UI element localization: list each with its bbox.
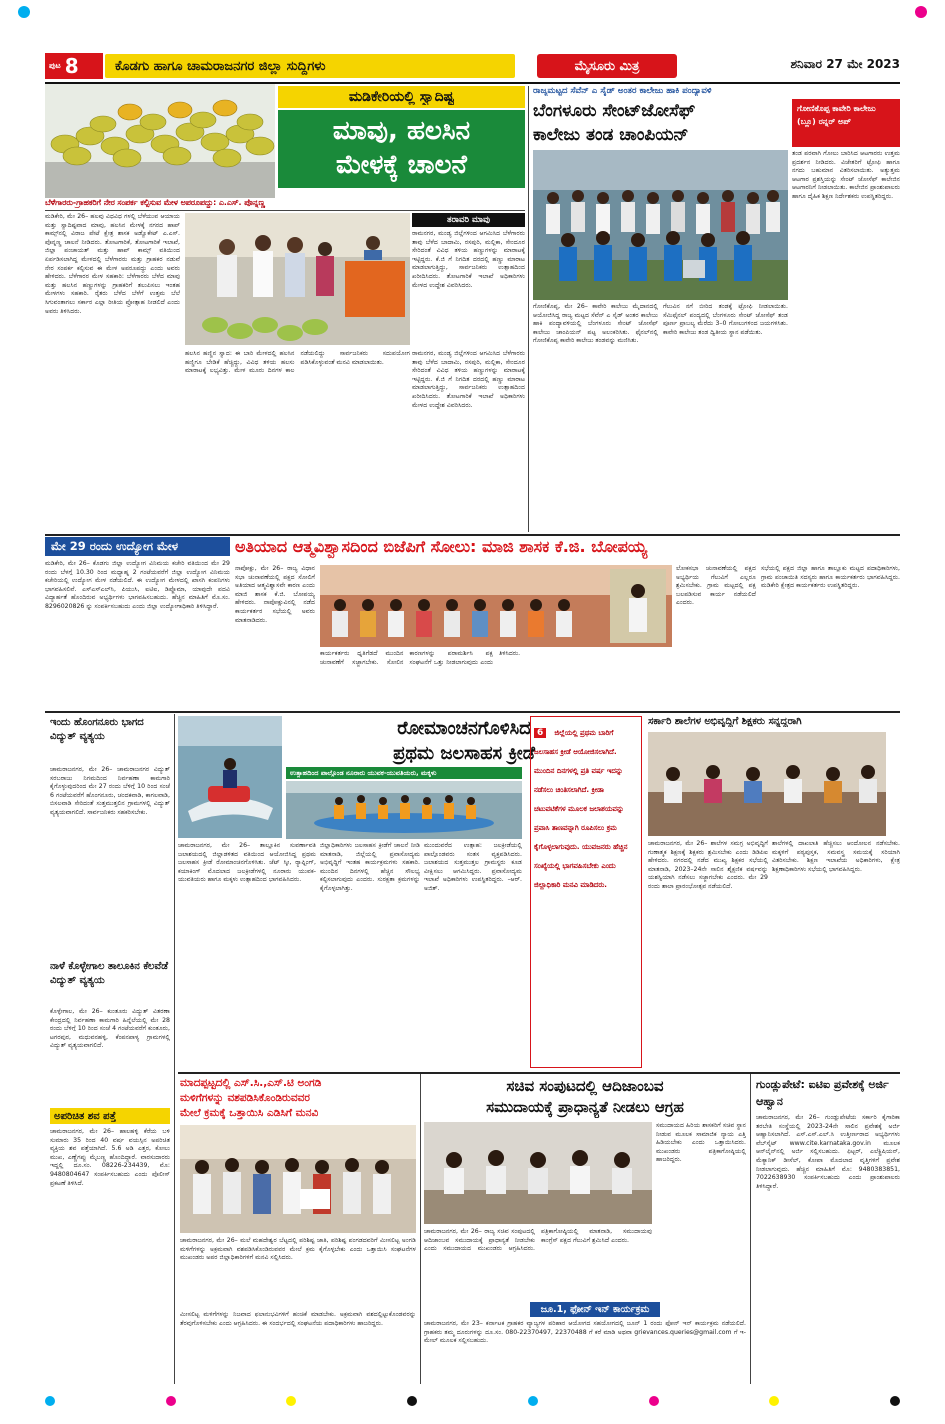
fair-price-headline-line2: ಮಳಿಗೆಗಳನ್ನು ವಶಪಡಿಸಿಕೊಂಡಿರುವವರ <box>180 1092 310 1104</box>
water-sports-body-col2: ಜಿಲ್ಲಾಧಿಕಾರಿಗಳು ಜಲಸಾಹಸ ಕ್ರೀಡೆಗೆ ಚಾಲನೆ ನೀಡಿ ಮಾತನಾಡಿ, ಜಿಲ್ಲೆಯಲ್ಲಿ ಪ್ರವಾಸೋದ್ಯಮ ಅಭಿವೃದ್ಧಿಗೆ ಇಂತಹ ಕಾರ್ಯಕ್ರಮಗಳು ಸಹಕಾರಿ. ಮುಂದಿನ ದಿನಗಳಲ್ಲಿ ಹೆಚ್ಚಿನ ಸೌಲಭ್ಯ ಕಲ್ಪಿಸಲಾಗುವುದು ಎಂದರು. ಸುರಕ್ಷತಾ ಕ್ರಮಗಳನ್ನು ಕೈಗೊಳ್ಳಲಾಗಿತ್ತು. <box>320 842 420 892</box>
job-fair-title-bar <box>45 537 230 556</box>
page-header <box>45 53 900 79</box>
jet-ski-scene <box>178 716 282 838</box>
registration-mark <box>915 6 927 18</box>
bjp-headline: ಅತಿಯಾದ ಆತ್ಮವಿಶ್ವಾಸದಿಂದ ಬಿಜೆಪಿಗೆ ಸೋಲು: ಮಾಜಿ ಶಾಸಕ ಕೆ.ಜಿ. ಬೋಪಯ್ಯ <box>235 537 648 556</box>
sports-headline-line1: ಬೆಂಗಳೂರು ಸೇಂಟ್‌ಜೋಸೆಫ್ <box>533 101 696 121</box>
hockey-team-photo <box>533 150 788 300</box>
mango-headline-box <box>278 110 525 188</box>
fair-price-headline <box>180 1076 416 1121</box>
gundlupet-body: ಚಾಮರಾಜನಗರ, ಮೇ 26– ಗುಂಡ್ಲುಪೇಟೆಯ ಸರ್ಕಾರಿ ಕೈಗಾರಿಕಾ ತರಬೇತಿ ಸಂಸ್ಥೆಯಲ್ಲಿ 2023-24ನೇ ಸಾಲಿನ ಪ್ರವೇಶಕ್ಕೆ ಅರ್ಜಿ ಆಹ್ವಾನಿಸಲಾಗಿದೆ. ಎಸ್.ಎಸ್.ಎಲ್.ಸಿ ಉತ್ತೀರ್ಣರಾದ ಅಭ್ಯರ್ಥಿಗಳು ವೆಬ್‌ಸೈಟ್ www.cite.karnataka.gov.in ಮೂಲಕ ಆನ್‌ಲೈನ್‌ನಲ್ಲಿ ಅರ್ಜಿ ಸಲ್ಲಿಸಬಹುದು. ಫಿಟ್ಟರ್, ಎಲೆಕ್ಟ್ರಿಷಿಯನ್, ಮೆಕ್ಯಾನಿಕ್ ಡೀಸೆಲ್, ಕೋಪಾ ಮೊದಲಾದ ವೃತ್ತಿಗಳಿಗೆ ಪ್ರವೇಶ ನೀಡಲಾಗುವುದು. ಹೆಚ್ಚಿನ ಮಾಹಿತಿಗೆ ಮೊ: 9480383851, 7022638930 ಸಂಪರ್ಕಿಸಬಹುದು ಎಂದು ಪ್ರಾಂಶುಪಾಲರು ತಿಳಿಸಿದ್ದಾರೆ. <box>756 1114 900 1190</box>
mango-pile-illustration <box>45 84 275 198</box>
unknown-body-text: ಚಾಮರಾಜನಗರ, ಮೇ 26– ಹಾಲಹಳ್ಳಿ ಕೆರೆಯ ಬಳಿ ಸುಮಾರು 35 ರಿಂದ 40 ವರ್ಷ ವಯಸ್ಸಿನ ಅಪರಿಚಿತ ವ್ಯಕ್ತಿಯ ಶವ ಪತ್ತೆಯಾಗಿದೆ. 5.6 ಅಡಿ ಎತ್ತರ, ಕೋಲು ಮುಖ, ಎಣ್ಣೆಗಪ್ಪು ಮೈಬಣ್ಣ ಹೊಂದಿದ್ದಾರೆ. ವಾರಸುದಾರರು ಇದ್ದಲ್ಲಿ ದೂ.ಸಂ. 08226-234439, ಮೊ: 9480804647 ಸಂಪರ್ಕಿಸಬಹುದು ಎಂದು ಪೊಲೀಸ್ ಪ್ರಕಟಣೆ ತಿಳಿಸಿದೆ. <box>50 1128 170 1187</box>
school-meeting-scene <box>648 732 886 836</box>
boxed-note-text: ಜಿಲ್ಲೆಯಲ್ಲಿ ಪ್ರಥಮ ಬಾರಿಗೆ ಜಲಸಾಹಸ ಕ್ರೀಡೆ ಆಯೋಜಿಸಲಾಗಿದೆ. ಮುಂದಿನ ದಿನಗಳಲ್ಲಿ ಪ್ರತಿ ವರ್ಷ ಇದನ್ನು ನಡೆಸಲು ಚಿಂತಿಸಲಾಗಿದೆ. ಕ್ರೀಡಾ ಚಟುವಟಿಕೆಗಳ ಮೂಲಕ ಜಲಾಶಯವನ್ನು ಪ್ರವಾಸಿ ತಾಣವನ್ನಾಗಿ ರೂಪಿಸಲು ಕ್ರಮ ಕೈಗೊಳ್ಳಲಾಗುವುದು. ಯುವಜನರು ಹೆಚ್ಚಿನ ಸಂಖ್ಯೆಯಲ್ಲಿ ಭಾಗವಹಿಸಬೇಕು ಎಂದು ಜಿಲ್ಲಾಧಿಕಾರಿ ಮನವಿ ಮಾಡಿದರು. <box>534 729 628 889</box>
mango-body-col1: ಮಡಿಕೇರಿ, ಮೇ 26– ಹಲವು ವಿಧವಿಧ ಗಳಲ್ಲಿ ಬೆಳೆಯುವ ಆಯಾಯ ಮತ್ತು ಸ್ವಾದಿಷ್ಟವಾದ ಮಾವು, ಹಲಸಿನ ಮೇಳಕ್ಕೆ ನಗರದ ಹಾಪ್‌ ಕಾಮ್ಸ್‌ನಲ್ಲಿ ವಿರಾಜ ಪೇಟೆ ಕ್ಷೇತ್ರ ಶಾಸಕ ಅಡ್ವೊಕೇಟ್ ಎ.ಎಸ್. ಪೊನ್ನಣ್ಣ ಚಾಲನೆ ನೀಡಿದರು. ತೋಟಗಾರಿಕೆ, ತೋಟಗಾರಿಕೆ ಇಲಾಖೆ, ಜಿಲ್ಲಾ ಪಂಚಾಯತ್ ಮತ್ತು ಹಾಪ್ ಕಾಮ್ಸ್ ವತಿಯಿಂದ ಏರ್ಪಡಿಸಲಾಗಿದ್ದ ಮೇಳದಲ್ಲಿ ಬೆಳೆಗಾರರು ಮತ್ತು ಗ್ರಾಹಕರ ನಡುವೆ ನೇರ ಸಂಪರ್ಕ ಕಲ್ಪಿಸುವ ಈ ಮೇಳ ಅಪರೂಪದ್ದು ಎಂದು ಅವರು ಹೇಳಿದರು. ಬೆಳೆಗಾರರ ಮೇಳ ಸಹಕಾರಿ: ಬೆಳೆಗಾರರು ಬೆಳೆದ ಮಾವು ಮತ್ತು ಹಲಸಿನ ಹಣ್ಣುಗಳನ್ನು ಗ್ರಾಹಕರಿಗೆ ತಲುಪಿಸಲು ಇಂತಹ ಮೇಳಗಳು ಸಹಕಾರಿ. ರೈತರು ಬೆಳೆದ ಬೆಳೆಗೆ ಉತ್ತಮ ಬೆಲೆ ಸಿಗುವಂತಾಗಲು ಸರ್ಕಾರ ಎಲ್ಲಾ ರೀತಿಯ ಪ್ರೋತ್ಸಾಹ ನೀಡಲಿದೆ ಎಂದು ಅವರು ತಿಳಿಸಿದರು. <box>45 213 180 315</box>
fair-price-headline-line1: ಮಾದಪ್ಪಟ್ಟದಲ್ಲಿ ಎಸ್.ಸಿ.,ಎಸ್.ಟಿ ಅಂಗಡಿ <box>180 1077 322 1089</box>
cabinet-headline <box>424 1076 746 1118</box>
mango-fair-photo <box>185 213 410 345</box>
jet-ski-photo <box>178 716 282 838</box>
job-fair-title: ಮೇ 29 ರಂದು ಉದ್ಯೋಗ ಮೇಳ <box>51 539 178 553</box>
color-bar <box>45 1396 900 1406</box>
memorandum-scene <box>180 1125 416 1233</box>
page-number: 8 <box>64 54 79 78</box>
boxed-note-badge: 6 <box>534 728 546 738</box>
hockey-team-scene <box>533 150 788 300</box>
bjp-meeting-photo <box>320 565 672 647</box>
rafting-photo <box>286 781 522 839</box>
mango-kicker <box>278 86 525 108</box>
sports-body-col3: ತಂಡ ಪರವಾಗಿ ಗೋಲು ಬಾರಿಸಿದ ಆಟಗಾರರು ಉತ್ತಮ ಪ್ರದರ್ಶನ ನೀಡಿದರು. ವಿಜೇತರಿಗೆ ಟ್ರೋಫಿ ಹಾಗೂ ನಗದು ಬಹುಮಾನ ವಿತರಿಸಲಾಯಿತು. ಅತ್ಯುತ್ತಮ ಆಟಗಾರ ಪ್ರಶಸ್ತಿಯನ್ನು ಸೇಂಟ್ ಜೋಸೆಫ್ ಕಾಲೇಜಿನ ಆಟಗಾರನಿಗೆ ನೀಡಲಾಯಿತು. ಕಾಲೇಜಿನ ಪ್ರಾಂಶುಪಾಲರು ಹಾಗೂ ದೈಹಿಕ ಶಿಕ್ಷಣ ನಿರ್ದೇಶಕರು ಉಪಸ್ಥಿತರಿದ್ದರು. <box>792 150 900 200</box>
power-cut-title2: ನಾಳೆ ಕೊಳ್ಳೇಗಾಲ ತಾಲೂಕಿನ ಕೆಲವೆಡೆ ವಿದ್ಯುತ್ ವ್ಯತ್ಯಯ <box>50 961 168 986</box>
bjp-body-col1: ನಾಪೋಕ್ಲು, ಮೇ 26– ರಾಜ್ಯ ವಿಧಾನ ಸಭಾ ಚುನಾವಣೆಯಲ್ಲಿ ಪಕ್ಷದ ಸೋಲಿಗೆ ಅತಿಯಾದ ಆತ್ಮವಿಶ್ವಾಸವೇ ಕಾರಣ ಎಂದು ಮಾಜಿ ಶಾಸಕ ಕೆ.ಜಿ. ಬೋಪಯ್ಯ ಹೇಳಿದರು. ನಾಪೋಕ್ಲುವಿನಲ್ಲಿ ನಡೆದ ಕಾರ್ಯಕರ್ತರ ಸಭೆಯಲ್ಲಿ ಅವರು ಮಾತನಾಡಿದರು. <box>235 565 315 624</box>
mango-photo <box>45 84 275 198</box>
gundlupet-title: ಗುಂಡ್ಲುಪೇಟೆ: ಐಟಿಐ ಪ್ರವೇಶಕ್ಕೆ ಅರ್ಜಿ ಆಹ್ವಾನ <box>756 1078 889 1108</box>
power-cut-body: ಚಾಮರಾಜನಗರ, ಮೇ 26– ಚಾಮರಾಜನಗರ ವಿದ್ಯುತ್ ಸರಬರಾಜು ನಿಗಮದಿಂದ ನಿರ್ವಹಣಾ ಕಾಮಗಾರಿ ಕೈಗೊಳ್ಳುವುದರಿಂದ ಮೇ 27 ರಂದು ಬೆಳಿಗ್ಗೆ 10 ರಿಂದ ಸಂಜೆ 6 ಗಂಟೆಯವರೆಗೆ ಹೊಂಗನೂರು, ಚಂದಕವಾಡಿ, ಕಾಗಲವಾಡಿ, ಬಿಸಲವಾಡಿ ಸೇರಿದಂತೆ ಸುತ್ತಮುತ್ತಲಿನ ಗ್ರಾಮಗಳಲ್ಲಿ ವಿದ್ಯುತ್ ವ್ಯತ್ಯಯವಾಗಲಿದೆ. ಸಾರ್ವಜನಿಕರು ಸಹಕರಿಸಬೇಕು. <box>50 766 170 816</box>
mango-body-col3-cont: ರಾಮನಗರ, ಮಂಡ್ಯ ಜಿಲ್ಲೆಗಳಿಂದ ಆಗಮಿಸಿದ ಬೆಳೆಗಾರರು ತಾವು ಬೆಳೆದ ಬಾದಾಮಿ, ರಸಪುರಿ, ಮಲ್ಲಿಕಾ, ಸೇಂದೂರ ಸೇರಿದಂತೆ ವಿವಿಧ ತಳಿಯ ಹಣ್ಣುಗಳನ್ನು ಮಾರಾಟಕ್ಕೆ ಇಟ್ಟಿದ್ದರು. ಕೆ.ಜಿ ಗೆ ನಿಗದಿತ ದರದಲ್ಲಿ ಹಣ್ಣು ಮಾರಾಟ ಮಾಡಲಾಗುತ್ತಿದ್ದು, ಸಾರ್ವಜನಿಕರು ಉತ್ಸಾಹದಿಂದ ಖರೀದಿಸಿದರು. ತೋಟಗಾರಿಕೆ ಇಲಾಖೆ ಅಧಿಕಾರಿಗಳು ಮೇಳದ ಉದ್ದೇಶ ವಿವರಿಸಿದರು. <box>412 350 525 409</box>
mango-body-col2: ರಾಮನಗರ, ಮಂಡ್ಯ ಜಿಲ್ಲೆಗಳಿಂದ ಆಗಮಿಸಿದ ಬೆಳೆಗಾರರು ತಾವು ಬೆಳೆದ ಬಾದಾಮಿ, ರಸಪುರಿ, ಮಲ್ಲಿಕಾ, ಸೇಂದೂರ ಸೇರಿದಂತೆ ವಿವಿಧ ತಳಿಯ ಹಣ್ಣುಗಳನ್ನು ಮಾರಾಟಕ್ಕೆ ಇಟ್ಟಿದ್ದರು. ಕೆ.ಜಿ ಗೆ ನಿಗದಿತ ದರದಲ್ಲಿ ಹಣ್ಣು ಮಾರಾಟ ಮಾಡಲಾಗುತ್ತಿದ್ದು, ಸಾರ್ವಜನಿಕರು ಉತ್ಸಾಹದಿಂದ ಖರೀದಿಸಿದರು. ತೋಟಗಾರಿಕೆ ಇಲಾಖೆ ಅಧಿಕಾರಿಗಳು ಮೇಳದ ಉದ್ದೇಶ ವಿವರಿಸಿದರು. <box>412 230 525 289</box>
masthead <box>537 54 677 78</box>
sports-side-note-text: ಗೋಣಿಕೊಪ್ಪ ಕಾವೇರಿ ಕಾಲೇಜು (ಬ್ಲೂ) ರನ್ನರ್ ಅಪ್ <box>797 104 876 126</box>
water-sports-strap: ಉತ್ಸಾಹದಿಂದ ಪಾಲ್ಗೊಂಡ ನೂರಾರು ಯುವಕ-ಯುವತಿಯರು, ಮಕ್ಕಳು <box>290 768 437 777</box>
mango-kicker-text: ಮಡಿಕೇರಿಯಲ್ಲಿ ಸ್ವಾದಿಷ್ಟ <box>348 89 455 105</box>
school-body-col2: ಶಾಲೆಗಳಲ್ಲಿ ದಾಖಲಾತಿ ಹೆಚ್ಚಿಸಲು ಆಂದೋಲನ ನಡೆಸಬೇಕು. ಮಕ್ಕಳಿಗೆ ಪಠ್ಯಪುಸ್ತಕ, ಸಮವಸ್ತ್ರ ಸಮಯಕ್ಕೆ ಸರಿಯಾಗಿ ವಿತರಿಸಬೇಕು. ಶಿಕ್ಷಣ ಇಲಾಖೆಯ ಅಧಿಕಾರಿಗಳು, ಕ್ಷೇತ್ರ ಶಿಕ್ಷಣಾಧಿಕಾರಿಗಳು ಸಭೆಯಲ್ಲಿ ಭಾಗವಹಿಸಿದ್ದರು. <box>772 840 900 873</box>
section-title-bar <box>105 54 515 78</box>
job-fair-body: ಮಡಿಕೇರಿ, ಮೇ 26– ಕೊಡಗು ಜಿಲ್ಲಾ ಉದ್ಯೋಗ ವಿನಿಮಯ ಕಚೇರಿ ವತಿಯಿಂದ ಮೇ 29 ರಂದು ಬೆಳಗ್ಗೆ 10.30 ರಿಂದ ಮಧ್ಯಾಹ್ನ 2 ಗಂಟೆಯವರೆಗೆ ಜಿಲ್ಲಾ ಉದ್ಯೋಗ ವಿನಿಮಯ ಕಚೇರಿಯಲ್ಲಿ ಉದ್ಯೋಗ ಮೇಳ ನಡೆಯಲಿದೆ. ಈ ಉದ್ಯೋಗ ಮೇಳದಲ್ಲಿ ಖಾಸಗಿ ಕಂಪನಿಗಳು ಭಾಗವಹಿಸಲಿವೆ. ಎಸ್‌ಎಸ್‌ಎಲ್‌ಸಿ, ಪಿಯುಸಿ, ಐಟಿಐ, ಡಿಪ್ಲೊಮಾ, ಯಾವುದೇ ಪದವಿ ವಿದ್ಯಾರ್ಹತೆ ಹೊಂದಿರುವ ಅಭ್ಯರ್ಥಿಗಳು ಭಾಗವಹಿಸಬಹುದು. ಹೆಚ್ಚಿನ ಮಾಹಿತಿಗೆ ಮೊ.ಸಂ. 8296020826 ನ್ನು ಸಂಪರ್ಕಿಸಬಹುದು ಎಂದು ಜಿಲ್ಲಾ ಉದ್ಯೋಗಾಧಿಕಾರಿ ತಿಳಿಸಿದ್ದಾರೆ. <box>45 560 230 610</box>
water-sports-body-col3: ಮುಂದುವರೆದ ಉತ್ಸಾಹ: ಜಲಕ್ರೀಡೆಯಲ್ಲಿ ಪಾಲ್ಗೊಂಡವರು ಸಂತಸ ವ್ಯಕ್ತಪಡಿಸಿದರು. ಜಲಾಶಯದ ಸುತ್ತಮುತ್ತಲ ಗ್ರಾಮಸ್ಥರು ಕೂಡ ವೀಕ್ಷಿಸಲು ಆಗಮಿಸಿದ್ದರು. ಪ್ರವಾಸೋದ್ಯಮ ಇಲಾಖೆ ಅಧಿಕಾರಿಗಳು ಉಪಸ್ಥಿತರಿದ್ದರು. –ಆರ್. ಅಜಿತ್. <box>424 842 522 892</box>
power-cut-body2: ಕೊಳ್ಳೇಗಾಲ, ಮೇ 26– ಕುಂತೂರು ವಿದ್ಯುತ್ ವಿತರಣಾ ಕೇಂದ್ರದಲ್ಲಿ ನಿರ್ವಹಣಾ ಕಾಮಗಾರಿ ಹಿನ್ನೆಲೆಯಲ್ಲಿ ಮೇ 28 ರಂದು ಬೆಳಿಗ್ಗೆ 10 ರಿಂದ ಸಂಜೆ 4 ಗಂಟೆಯವರೆಗೆ ಕುಂತೂರು, ಟಗರಪುರ, ಮಧುವನಹಳ್ಳಿ, ಕೆಂಪನಪಾಳ್ಯ ಗ್ರಾಮಗಳಲ್ಲಿ ವಿದ್ಯುತ್ ವ್ಯತ್ಯಯವಾಗಲಿದೆ. <box>50 1008 170 1050</box>
school-headline: ಸರ್ಕಾರಿ ಶಾಲೆಗಳ ಅಭಿವೃದ್ಧಿಗೆ ಶಿಕ್ಷಕರು ಸನ್ನದ್ಧರಾಗಿ <box>648 716 802 727</box>
school-body-col1: ಚಾಮರಾಜನಗರ, ಮೇ 26– ಶಾಲೆಗಳ ಸಮಗ್ರ ಅಭಿವೃದ್ಧಿಗೆ ಗುಣಾತ್ಮಕ ಶಿಕ್ಷಣಕ್ಕೆ ಶಿಕ್ಷಕರು ಶ್ರಮಿಸಬೇಕು ಎಂದು ಡಿಡಿಪಿಐ ಹೇಳಿದರು. ನಗರದಲ್ಲಿ ನಡೆದ ಮುಖ್ಯ ಶಿಕ್ಷಕರ ಸಭೆಯಲ್ಲಿ ಮಾತನಾಡಿ, 2023–24ನೇ ಸಾಲಿನ ಶೈಕ್ಷಣಿಕ ವರ್ಷವನ್ನು ಯಶಸ್ವಿಯಾಗಿ ನಡೆಸಲು ಸಜ್ಜಾಗಬೇಕು ಎಂದರು. ಮೇ 29 ರಂದು ಶಾಲಾ ಪ್ರಾರಂಭೋತ್ಸವ ನಡೆಯಲಿದೆ. <box>648 840 768 890</box>
cabinet-body-col2: ಸಮುದಾಯದ ಹಿರಿಯ ಶಾಸಕರಿಗೆ ಸಚಿವ ಸ್ಥಾನ ನೀಡುವ ಮೂಲಕ ಸಾಮಾಜಿಕ ನ್ಯಾಯ ಎತ್ತಿ ಹಿಡಿಯಬೇಕು ಎಂದು ಒತ್ತಾಯಿಸಿದರು. ಮುಖಂಡರು ಪತ್ರಿಕಾಗೋಷ್ಠಿಯಲ್ಲಿ ಹಾಜರಿದ್ದರು. <box>656 1122 746 1164</box>
sports-kicker: ರಾಜ್ಯಮಟ್ಟದ ಸೆವೆನ್ ಎ ಸೈಡ್ ಅಂತರ ಕಾಲೇಜು ಹಾಕಿ ಪಂದ್ಯಾವಳಿ <box>533 86 712 96</box>
registration-mark <box>18 6 30 18</box>
cabinet-headline-line2: ಸಮುದಾಯಕ್ಕೆ ಪ್ರಾಧಾನ್ಯತೆ ನೀಡಲು ಆಗ್ರಹ <box>486 1098 684 1116</box>
issue-date: ಶನಿವಾರ 27 ಮೇ 2023 <box>790 57 900 71</box>
fair-price-headline-line3: ಮೇಲೆ ಕ್ರಮಕ್ಕೆ ಒತ್ತಾಯಿಸಿ ಎಡಿಸಿಗೆ ಮನವಿ <box>180 1107 319 1119</box>
rafting-scene <box>286 781 522 839</box>
mango-body-col3: ಹಲಸಿನ ಹಣ್ಣಿನ ಸ್ವಾದ: ಈ ಬಾರಿ ಮೇಳದಲ್ಲಿ ಹಲಸಿನ ಹಣ್ಣಿಗೂ ಬೇಡಿಕೆ ಹೆಚ್ಚಿದ್ದು, ವಿವಿಧ ತಳಿಯ ಹಲಸು ಮಾರಾಟಕ್ಕೆ ಲಭ್ಯವಿತ್ತು. ಮೇಳ ಮೂರು ದಿನಗಳ ಕಾಲ ನಡೆಯಲಿದ್ದು ಸಾರ್ವಜನಿಕರು ಸದುಪಯೋಗ ಪಡಿಸಿಕೊಳ್ಳುವಂತೆ ಮನವಿ ಮಾಡಲಾಯಿತು. <box>185 350 410 375</box>
bjp-body-col3: ಲೋಕಸಭಾ ಚುನಾವಣೆಯಲ್ಲಿ ಪಕ್ಷದ ಅಭ್ಯರ್ಥಿಯ ಗೆಲುವಿಗೆ ಎಲ್ಲರೂ ಶ್ರಮಿಸಬೇಕು. ಗ್ರಾಮ ಮಟ್ಟದಲ್ಲಿ ಪಕ್ಷ ಬಲಪಡಿಸುವ ಕಾರ್ಯ ನಡೆಯಲಿದೆ ಎಂದರು. <box>676 565 756 607</box>
sports-side-note <box>792 99 900 147</box>
mango-strap: ಬೆಳೆಗಾರರು-ಗ್ರಾಹಕರಿಗೆ ನೇರ ಸಂಪರ್ಕ ಕಲ್ಪಿಸುವ ಮೇಳ ಅಪರೂಪದ್ದು: ಎ.ಎಸ್. ಪೊನ್ನಣ್ಣ <box>45 198 265 207</box>
page-number-badge <box>45 53 103 79</box>
sports-headline <box>533 99 788 147</box>
sports-body-col1: ಗೋಣಿಕೊಪ್ಪ, ಮೇ 26– ಕಾವೇರಿ ಕಾಲೇಜು ಮೈದಾನದಲ್ಲಿ ಆಯೋಜಿಸಿದ್ದ ರಾಜ್ಯ ಮಟ್ಟದ ಸೆವೆನ್ ಎ ಸೈಡ್ ಅಂತರ ಕಾಲೇಜು ಹಾಕಿ ಪಂದ್ಯಾವಳಿಯಲ್ಲಿ ಬೆಂಗಳೂರು ಸೇಂಟ್ ಜೋಸೆಫ್ ಕಾಲೇಜು ಚಾಂಪಿಯನ್ ಪಟ್ಟ ಅಲಂಕರಿಸಿತು. ಫೈನಲ್‌ನಲ್ಲಿ ಗೋಣಿಕೊಪ್ಪ ಕಾವೇರಿ ಕಾಲೇಜು ತಂಡವನ್ನು ಮಣಿಸಿತು. <box>533 303 658 345</box>
phone-in-title: ಜೂ.1, ಫೋನ್ ಇನ್ ಕಾರ್ಯಕ್ರಮ <box>540 1304 650 1315</box>
water-sports-headline-line2: ಪ್ರಥಮ ಜಲಸಾಹಸ ಕ್ರೀಡೆ <box>393 743 535 764</box>
fair-price-photo <box>180 1125 416 1233</box>
fair-price-body-col2: ಮೀಸಲಿಟ್ಟ ಮಳಿಗೆಗಳನ್ನು ನಿಜವಾದ ಫಲಾನುಭವಿಗಳಿಗೆ ಹಂಚಿಕೆ ಮಾಡಬೇಕು. ಅಕ್ರಮವಾಗಿ ವಶದಲ್ಲಿಟ್ಟುಕೊಂಡವರನ್ನು ತೆರವುಗೊಳಿಸಬೇಕು ಎಂದು ಆಗ್ರಹಿಸಿದರು. ಈ ಸಂದರ್ಭದಲ್ಲಿ ಸಂಘಟನೆಯ ಪದಾಧಿಕಾರಿಗಳು ಹಾಜರಿದ್ದರು. <box>180 1311 416 1327</box>
page-label: ಪುಟ <box>49 61 61 70</box>
mango-sub-head <box>412 213 525 227</box>
cabinet-press-photo <box>424 1122 652 1224</box>
power-cut-title: ಇಂದು ಹೊಂಗನೂರು ಭಾಗದ ವಿದ್ಯುತ್ ವ್ಯತ್ಯಯ <box>50 717 144 742</box>
mango-headline-line1: ಮಾವು, ಹಲಸಿನ <box>332 116 471 146</box>
cabinet-body-col1: ಚಾಮರಾಜನಗರ, ಮೇ 26– ರಾಜ್ಯ ಸಚಿವ ಸಂಪುಟದಲ್ಲಿ ಆದಿಜಾಂಬವ ಸಮುದಾಯಕ್ಕೆ ಪ್ರಾಧಾನ್ಯತೆ ನೀಡಬೇಕು ಎಂದು ಸಮುದಾಯದ ಮುಖಂಡರು ಆಗ್ರಹಿಸಿದರು. ಪತ್ರಿಕಾಗೋಷ್ಠಿಯಲ್ಲಿ ಮಾತನಾಡಿ, ಸಮುದಾಯವು ಕಾಂಗ್ರೆಸ್ ಪಕ್ಷದ ಗೆಲುವಿಗೆ ಶ್ರಮಿಸಿದೆ ಎಂದರು. <box>424 1228 652 1253</box>
mango-fair-scene <box>185 213 410 345</box>
water-sports-strap-bar <box>286 767 522 779</box>
bjp-meeting-scene <box>320 565 672 647</box>
fair-price-body-col1: ಚಾಮರಾಜನಗರ, ಮೇ 26– ಮಲೆ ಮಹದೇಶ್ವರ ಬೆಟ್ಟದಲ್ಲಿ ಪರಿಶಿಷ್ಟ ಜಾತಿ, ಪರಿಶಿಷ್ಟ ಪಂಗಡದವರಿಗೆ ಮೀಸಲಿಟ್ಟ ಅಂಗಡಿ ಮಳಿಗೆಗಳನ್ನು ಅಕ್ರಮವಾಗಿ ವಶಪಡಿಸಿಕೊಂಡಿರುವವರ ಮೇಲೆ ಕ್ರಮ ಕೈಗೊಳ್ಳಬೇಕು ಎಂದು ಒತ್ತಾಯಿಸಿ ಸಂಘಟನೆಗಳ ಮುಖಂಡರು ಅಪರ ಜಿಲ್ಲಾಧಿಕಾರಿಗಳಿಗೆ ಮನವಿ ಸಲ್ಲಿಸಿದರು. <box>180 1237 416 1262</box>
section-title: ಕೊಡಗು ಹಾಗೂ ಚಾಮರಾಜನಗರ ಜಿಲ್ಲಾ ಸುದ್ದಿಗಳು <box>115 58 326 74</box>
unknown-body-title-bar <box>50 1108 170 1124</box>
sports-body-col2: ಗೆಲುವಿನ ನಗೆ ಬೀರಿದ ತಂಡಕ್ಕೆ ಟ್ರೋಫಿ ನೀಡಲಾಯಿತು. ಸೆಮಿಫೈನಲ್ ಪಂದ್ಯದಲ್ಲಿ ಬೆಂಗಳೂರು ಸೇಂಟ್ ಜೋಸೆಫ್ ತಂಡ ಪೂರ್ಣ ಪ್ರಾಬಲ್ಯ ಮೆರೆದು 3–0 ಗೋಲುಗಳಿಂದ ಜಯಗಳಿಸಿತು. ಕಾವೇರಿ ಕಾಲೇಜು ತಂಡ ದ್ವಿತೀಯ ಸ್ಥಾನ ಪಡೆಯಿತು. <box>663 303 788 336</box>
phone-in-body: ಚಾಮರಾಜನಗರ, ಮೇ 23– ಕರ್ನಾಟಕ ಗ್ರಾಹಕರ ವ್ಯಾಜ್ಯಗಳ ಪರಿಹಾರ ಆಯೋಗದ ಸಹಯೋಗದಲ್ಲಿ ಜೂನ್ 1 ರಂದು ಫೋನ್ ಇನ್ ಕಾರ್ಯಕ್ರಮ ನಡೆಯಲಿದೆ. ಗ್ರಾಹಕರು ತಮ್ಮ ದೂರುಗಳನ್ನು ದೂ.ಸಂ. 080-22370497, 22370488 ಗೆ ಕರೆ ಮಾಡಿ ಅಥವಾ grievances.queries@gmail.com ಗೆ ಇ-ಮೇಲ್ ಮೂಲಕ ಸಲ್ಲಿಸಬಹುದು. <box>424 1320 746 1345</box>
bjp-body-col4: ಸಭೆಯಲ್ಲಿ ಪಕ್ಷದ ಜಿಲ್ಲಾ ಹಾಗೂ ತಾಲ್ಲೂಕು ಮಟ್ಟದ ಪದಾಧಿಕಾರಿಗಳು, ಗ್ರಾಮ ಪಂಚಾಯಿತಿ ಸದಸ್ಯರು ಹಾಗೂ ಕಾರ್ಯಕರ್ತರು ಭಾಗವಹಿಸಿದ್ದರು. ಮಡಿಕೇರಿ ಕ್ಷೇತ್ರದ ಕಾರ್ಯಕರ್ತರು ಉಪಸ್ಥಿತರಿದ್ದರು. <box>761 565 900 590</box>
sports-headline-line2: ಕಾಲೇಜು ತಂಡ ಚಾಂಪಿಯನ್ <box>533 125 689 145</box>
bjp-body-col2: ಕಾರ್ಯಕರ್ತರು ಧೃತಿಗೆಡದೆ ಮುಂದಿನ ಚುನಾವಣೆಗೆ ಸಜ್ಜಾಗಬೇಕು. ಸೋಲಿನ ಕಾರಣಗಳನ್ನು ಪರಾಮರ್ಶಿಸಿ ಪಕ್ಷ ಸಂಘಟನೆಗೆ ಒತ್ತು ನೀಡಲಾಗುವುದು ಎಂದು ತಿಳಿಸಿದರು. <box>320 650 521 666</box>
masthead-text: ಮೈಸೂರು ಮಿತ್ರ <box>574 58 640 74</box>
cabinet-headline-line1: ಸಚಿವ ಸಂಪುಟದಲ್ಲಿ ಆದಿಜಾಂಬವ <box>506 1077 664 1095</box>
mango-headline-line2: ಮೇಳಕ್ಕೆ ಚಾಲನೆ <box>336 150 467 180</box>
water-sports-headline-line1: ರೋಮಾಂಚನಗೊಳಿಸಿದ <box>397 718 531 739</box>
mango-sub-head-text: ತರಾವರಿ ಮಾವು <box>447 215 490 225</box>
press-meet-scene <box>424 1122 652 1224</box>
phone-in-title-bar <box>530 1302 660 1317</box>
unknown-body-title: ಅಪರಿಚಿತ ಶವ ಪತ್ತೆ <box>54 1110 117 1122</box>
water-sports-body-col1: ಚಾಮರಾಜನಗರ, ಮೇ 26– ತಾಲ್ಲೂಕಿನ ಸುವರ್ಣಾವತಿ ಜಲಾಶಯದಲ್ಲಿ ಜಿಲ್ಲಾಡಳಿತದ ವತಿಯಿಂದ ಆಯೋಜಿಸಿದ್ದ ಪ್ರಥಮ ಜಲಸಾಹಸ ಕ್ರೀಡೆ ರೋಮಾಂಚನಗೊಳಿಸಿತು. ಜೆಟ್ ಸ್ಕೀ, ರ್‍ಯಾಫ್ಟಿಂಗ್, ಕಯಾಕಿಂಗ್ ಮೊದಲಾದ ಜಲಕ್ರೀಡೆಗಳಲ್ಲಿ ನೂರಾರು ಯುವಕ-ಯುವತಿಯರು ಹಾಗೂ ಮಕ್ಕಳು ಉತ್ಸಾಹದಿಂದ ಭಾಗವಹಿಸಿದರು. <box>178 842 316 884</box>
school-meeting-photo <box>648 732 886 836</box>
boxed-note <box>530 716 642 1068</box>
